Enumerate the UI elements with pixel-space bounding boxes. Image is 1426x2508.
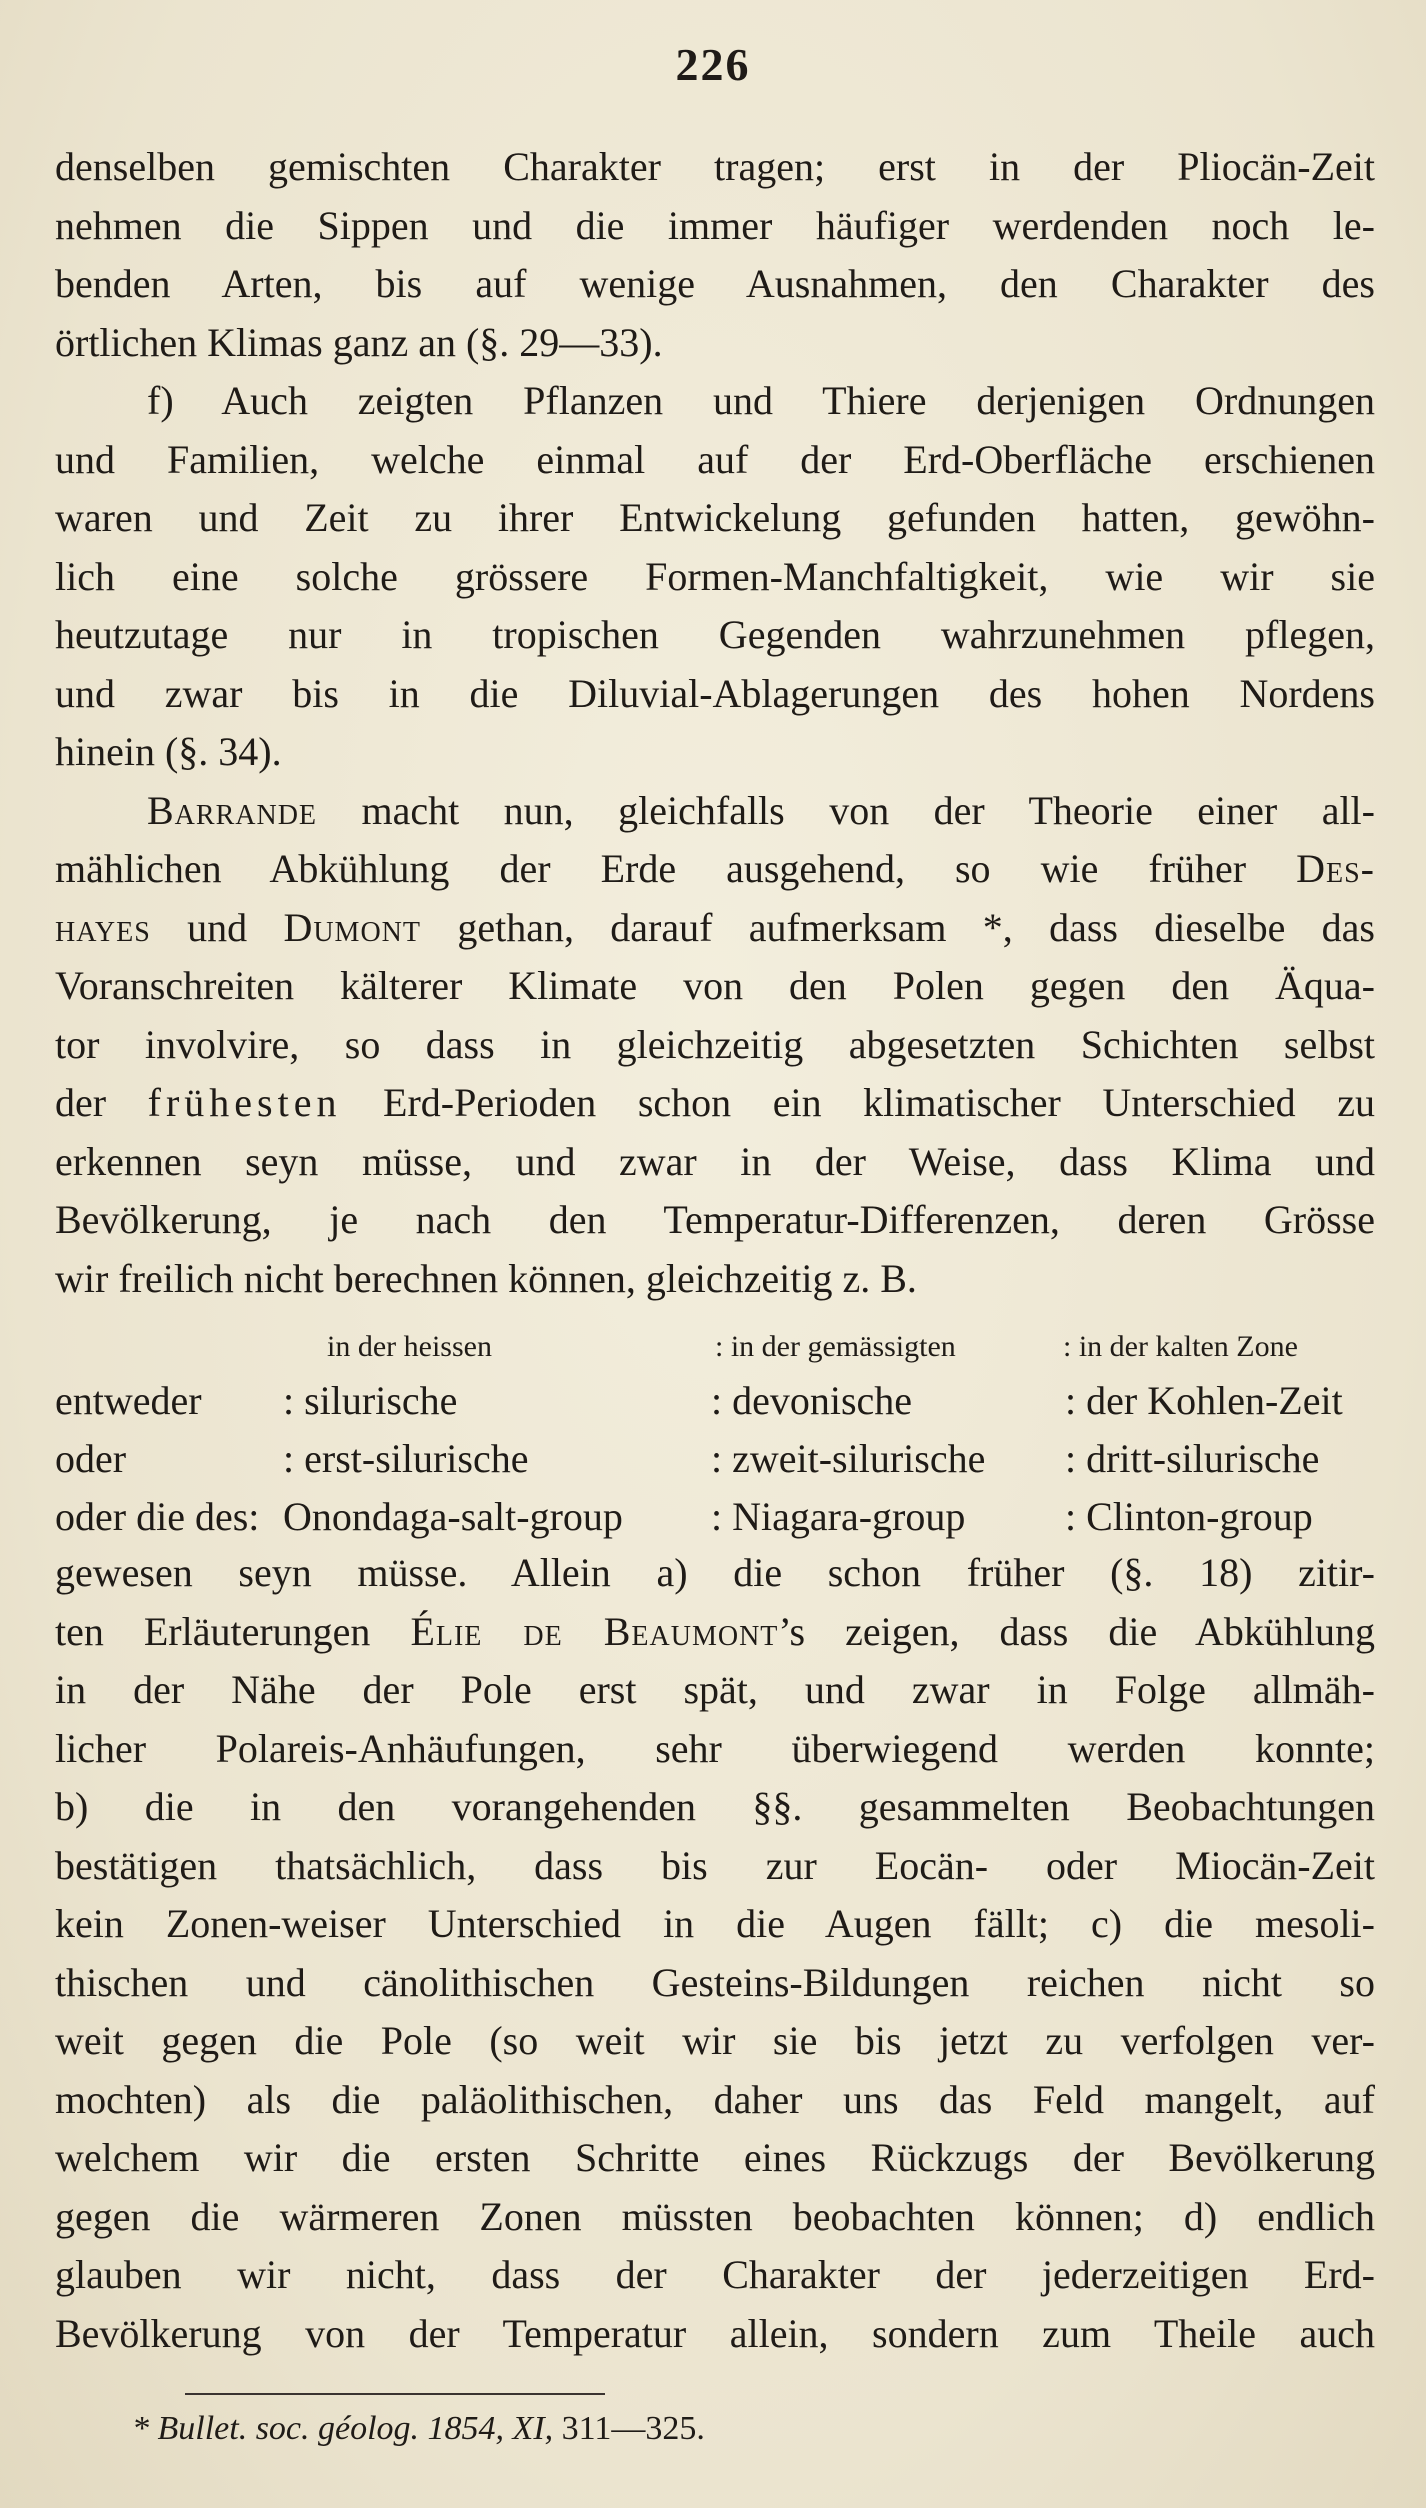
table-cell: : erst-silurische: [283, 1436, 529, 1481]
author-name: Des-: [1296, 846, 1375, 891]
table-cell: : Clinton-group: [1065, 1494, 1313, 1539]
author-name: Élie de Beaumont: [410, 1608, 779, 1654]
text-line: welchem wir die ersten Schritte eines Rückzugs der Bevölkerung: [55, 2135, 1375, 2180]
text-line: ten Erläuterungen Élie de Beaumont’s zeigen, dass die Abkühlung: [55, 1608, 1375, 1654]
text-line: gewesen seyn müsse. Allein a) die schon früher (§. 18) zitir-: [55, 1550, 1375, 1595]
text-line: f) Auch zeigten Pflanzen und Thiere derjenigen Ordnungen: [147, 378, 1375, 423]
footnote-pages: 311—325.: [561, 2410, 705, 2447]
table-cell: oder: [55, 1436, 127, 1481]
author-name: Dumont: [283, 904, 421, 950]
footnote: [132, 2410, 705, 2448]
emphasis-spaced: frühesten: [147, 1080, 342, 1125]
table-cell: : Niagara-group: [711, 1494, 966, 1539]
table-header-cell: : in der kalten Zone: [1063, 1330, 1298, 1363]
footnote-divider: [185, 2393, 605, 2395]
text-line: benden Arten, bis auf wenige Ausnahmen, den Charakter des: [55, 261, 1375, 306]
table-cell: entweder: [55, 1378, 202, 1423]
author-name: Barrande: [147, 787, 318, 833]
text-line: licher Polareis-Anhäufungen, sehr überwiegend werden konnte;: [55, 1725, 1375, 1771]
text-line: nehmen die Sippen und die immer häufiger werdenden noch le-: [55, 202, 1375, 248]
text-line: glauben wir nicht, dass der Charakter der jederzeitigen Erd-: [55, 2252, 1375, 2297]
table-row: [55, 1488, 1375, 1546]
table-cell: : zweit-silurische: [711, 1436, 986, 1481]
text-line: lich eine solche grössere Formen-Manchfaltigkeit, wie wir sie: [55, 553, 1375, 599]
text-line: Voranschreiten kälterer Klimate von den Polen gegen den Äqua-: [55, 963, 1375, 1008]
text-line: der frühesten Erd-Perioden schon ein klimatischer Unterschied zu: [55, 1080, 1375, 1125]
text-line: wir freilich nicht berechnen können, gleichzeitig z. B.: [55, 1255, 917, 1301]
table-cell: : devonische: [711, 1378, 913, 1423]
text-line: denselben gemischten Charakter tragen; erst in der Pliocän-Zeit: [55, 144, 1375, 189]
table-cell: oder die des:: [55, 1494, 260, 1539]
page-number: 226: [675, 39, 751, 90]
table-cell: : dritt-silurische: [1065, 1436, 1320, 1481]
text-line: mochten) als die paläolithischen, daher uns das Feld mangelt, auf: [55, 2076, 1375, 2122]
text-line: erkennen seyn müsse, und zwar in der Weise, dass Klima und: [55, 1138, 1375, 1184]
table-cell: Onondaga-salt-group: [283, 1494, 623, 1539]
text-line: Bevölkerung von der Temperatur allein, sondern zum Theile auch: [55, 2310, 1375, 2356]
text-line: kein Zonen-weiser Unterschied in die Augen fällt; c) die mesoli-: [55, 1901, 1375, 1946]
text-line: tor involvire, so dass in gleichzeitig abgesetzten Schichten selbst: [55, 1021, 1375, 1067]
text-line: in der Nähe der Pole erst spät, und zwar in Folge allmäh-: [55, 1667, 1375, 1712]
text-line: thischen und cänolithischen Gesteins-Bildungen reichen nicht so: [55, 1959, 1375, 2005]
text-line: heutzutage nur in tropischen Gegenden wahrzunehmen pflegen,: [55, 612, 1375, 657]
text-line: mählichen Abkühlung der Erde ausgehend, so wie früher Des-: [55, 846, 1375, 891]
table-header-cell: in der heissen: [327, 1330, 492, 1363]
text-line: weit gegen die Pole (so weit wir sie bis jetzt zu verfolgen ver-: [55, 2018, 1375, 2063]
text-line: gegen die wärmeren Zonen müssten beobachten können; d) endlich: [55, 2193, 1375, 2239]
table-row: [55, 1372, 1375, 1430]
table-row: [55, 1430, 1375, 1488]
footnote-marker: *: [132, 2410, 149, 2447]
text-line: und zwar bis in die Diluvial-Ablagerungen des hohen Nordens: [55, 670, 1375, 716]
text-line: bestätigen thatsächlich, dass bis zur Eocän- oder Miocän-Zeit: [55, 1842, 1375, 1888]
text-line: örtlichen Klimas ganz an (§. 29—33).: [55, 319, 663, 365]
text-line: hayes und Dumont gethan, darauf aufmerksam *, dass dieselbe das: [55, 904, 1375, 950]
text-line: hinein (§. 34).: [55, 729, 282, 774]
text-line: Barrande macht nun, gleichfalls von der Theorie einer all-: [147, 787, 1375, 833]
table-header-row: [55, 1322, 1375, 1372]
table-header-cell: : in der gemässigten: [715, 1330, 956, 1363]
text-line: waren und Zeit zu ihrer Entwickelung gefunden hatten, gewöhn-: [55, 495, 1375, 540]
text-line: Bevölkerung, je nach den Temperatur-Differenzen, deren Grösse: [55, 1197, 1375, 1242]
text-line: b) die in den vorangehenden §§. gesammelten Beobachtungen: [55, 1784, 1375, 1829]
author-name: hayes: [55, 904, 151, 950]
climate-zone-table: [55, 1322, 1375, 1546]
text-block-bottom: [55, 1544, 1375, 2363]
text-block-top: [55, 138, 1375, 1308]
footnote-citation: Bullet. soc. géolog. 1854, XI,: [157, 2410, 554, 2447]
table-cell: : silurische: [283, 1378, 458, 1423]
text-line: und Familien, welche einmal auf der Erd-Oberfläche erschienen: [55, 436, 1375, 482]
table-cell: : der Kohlen-Zeit: [1065, 1378, 1343, 1423]
